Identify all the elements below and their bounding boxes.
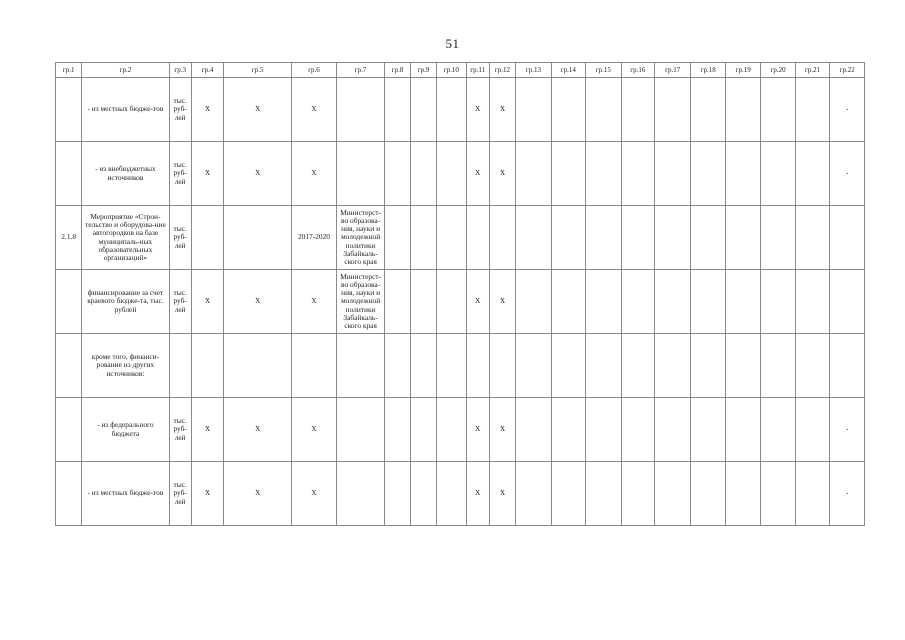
table-row: [56, 78, 865, 142]
column-header: гр.4: [191, 63, 223, 78]
empty-cell: [761, 334, 795, 398]
cell-gr4: X: [191, 78, 223, 142]
empty-cell: [551, 78, 585, 142]
cell-gr11: X: [466, 270, 489, 334]
cell-gr11: X: [466, 142, 489, 206]
cell-gr6: X: [292, 398, 337, 462]
column-header: гр.14: [551, 63, 585, 78]
page-number: 51: [445, 36, 460, 51]
empty-cell: [691, 270, 725, 334]
empty-cell: [410, 398, 436, 462]
cell-number: [56, 398, 82, 462]
empty-cell: [516, 334, 551, 398]
empty-cell: [655, 78, 691, 142]
column-header: гр.18: [691, 63, 725, 78]
cell-gr11: [466, 334, 489, 398]
column-header: гр.10: [437, 63, 466, 78]
cell-gr22: -: [830, 462, 865, 526]
empty-cell: [691, 142, 725, 206]
empty-cell: [655, 270, 691, 334]
cell-gr22: [830, 334, 865, 398]
cell-gr5: X: [224, 398, 292, 462]
empty-cell: [410, 334, 436, 398]
cell-gr5: X: [224, 462, 292, 526]
empty-cell: [385, 462, 410, 526]
cell-gr7: [336, 142, 385, 206]
empty-cell: [586, 398, 621, 462]
empty-cell: [795, 398, 829, 462]
empty-cell: [551, 398, 585, 462]
cell-gr22: [830, 270, 865, 334]
cell-gr5: [224, 334, 292, 398]
empty-cell: [795, 334, 829, 398]
cell-gr5: X: [224, 142, 292, 206]
table-row: [56, 398, 865, 462]
empty-cell: [761, 78, 795, 142]
column-header: гр.6: [292, 63, 337, 78]
cell-gr4: X: [191, 398, 223, 462]
column-header: гр.3: [169, 63, 191, 78]
empty-cell: [795, 270, 829, 334]
empty-cell: [516, 78, 551, 142]
cell-gr7: [336, 462, 385, 526]
empty-cell: [691, 78, 725, 142]
cell-gr11: [466, 206, 489, 270]
table-row: [56, 206, 865, 270]
cell-number: [56, 334, 82, 398]
cell-gr6: X: [292, 78, 337, 142]
empty-cell: [586, 334, 621, 398]
empty-cell: [761, 270, 795, 334]
column-header: гр.5: [224, 63, 292, 78]
column-header: гр.22: [830, 63, 865, 78]
cell-gr5: X: [224, 78, 292, 142]
column-header: гр.15: [586, 63, 621, 78]
empty-cell: [385, 78, 410, 142]
column-header: гр.2: [82, 63, 169, 78]
table-row: [56, 142, 865, 206]
empty-cell: [691, 398, 725, 462]
column-header: гр.1: [56, 63, 82, 78]
cell-number: 2.1.8: [56, 206, 82, 270]
program-table: [55, 62, 865, 526]
cell-unit: тыс. руб-лей: [169, 78, 191, 142]
empty-cell: [586, 206, 621, 270]
cell-gr12: [489, 206, 515, 270]
empty-cell: [385, 334, 410, 398]
empty-cell: [516, 398, 551, 462]
cell-name: - из местных бюдже-тов: [82, 78, 169, 142]
empty-cell: [655, 334, 691, 398]
empty-cell: [410, 206, 436, 270]
empty-cell: [621, 398, 654, 462]
column-header: гр.16: [621, 63, 654, 78]
column-header: гр.17: [655, 63, 691, 78]
cell-number: [56, 462, 82, 526]
empty-cell: [725, 78, 760, 142]
cell-gr7: Министерст-во образова-ния, науки и молодежной политики Забайкаль-ского края: [336, 206, 385, 270]
table-row: [56, 334, 865, 398]
empty-cell: [551, 462, 585, 526]
table-row: [56, 270, 865, 334]
column-header: гр.20: [761, 63, 795, 78]
empty-cell: [795, 462, 829, 526]
empty-cell: [725, 270, 760, 334]
empty-cell: [551, 334, 585, 398]
empty-cell: [437, 78, 466, 142]
cell-gr12: X: [489, 398, 515, 462]
empty-cell: [437, 334, 466, 398]
empty-cell: [691, 334, 725, 398]
cell-gr22: -: [830, 398, 865, 462]
empty-cell: [551, 142, 585, 206]
empty-cell: [795, 78, 829, 142]
cell-gr6: [292, 334, 337, 398]
empty-cell: [761, 462, 795, 526]
empty-cell: [761, 206, 795, 270]
empty-cell: [725, 142, 760, 206]
empty-cell: [621, 270, 654, 334]
cell-gr5: [224, 206, 292, 270]
empty-cell: [621, 206, 654, 270]
empty-cell: [691, 462, 725, 526]
empty-cell: [437, 142, 466, 206]
header-row: [56, 63, 865, 78]
empty-cell: [761, 398, 795, 462]
empty-cell: [437, 462, 466, 526]
cell-name: - из внебюджетных источников: [82, 142, 169, 206]
cell-gr6: 2017-2020: [292, 206, 337, 270]
column-header: гр.21: [795, 63, 829, 78]
empty-cell: [385, 206, 410, 270]
cell-gr6: X: [292, 142, 337, 206]
cell-number: [56, 78, 82, 142]
empty-cell: [586, 462, 621, 526]
cell-gr22: -: [830, 78, 865, 142]
column-header: гр.12: [489, 63, 515, 78]
empty-cell: [795, 142, 829, 206]
cell-unit: [169, 334, 191, 398]
cell-gr6: X: [292, 462, 337, 526]
column-header: гр.13: [516, 63, 551, 78]
empty-cell: [437, 270, 466, 334]
cell-gr22: -: [830, 142, 865, 206]
cell-gr11: X: [466, 78, 489, 142]
cell-gr12: X: [489, 462, 515, 526]
table-row: [56, 462, 865, 526]
cell-gr12: [489, 334, 515, 398]
cell-gr11: X: [466, 462, 489, 526]
empty-cell: [795, 206, 829, 270]
cell-gr4: X: [191, 142, 223, 206]
empty-cell: [725, 206, 760, 270]
empty-cell: [437, 206, 466, 270]
empty-cell: [691, 206, 725, 270]
empty-cell: [551, 206, 585, 270]
empty-cell: [437, 398, 466, 462]
empty-cell: [725, 334, 760, 398]
empty-cell: [655, 462, 691, 526]
cell-name: кроме того, финанси-рование из других источников:: [82, 334, 169, 398]
cell-gr12: X: [489, 142, 515, 206]
cell-gr4: [191, 334, 223, 398]
column-header: гр.7: [336, 63, 385, 78]
cell-gr4: X: [191, 462, 223, 526]
cell-gr12: X: [489, 78, 515, 142]
empty-cell: [725, 398, 760, 462]
empty-cell: [725, 462, 760, 526]
cell-unit: тыс. руб-лей: [169, 206, 191, 270]
empty-cell: [410, 270, 436, 334]
empty-cell: [586, 142, 621, 206]
cell-gr11: X: [466, 398, 489, 462]
cell-gr7: [336, 334, 385, 398]
cell-name: финансирование за счет краевого бюдже-та, тыс. рублей: [82, 270, 169, 334]
cell-gr7: [336, 78, 385, 142]
empty-cell: [385, 398, 410, 462]
empty-cell: [586, 78, 621, 142]
cell-gr7: Министерст-во образова-ния, науки и молодежной политики Забайкаль-ского края: [336, 270, 385, 334]
cell-name: Мероприятие «Строи-тельство и оборудова-ние автогородков на базе муниципаль-ных образовательных организаций»: [82, 206, 169, 270]
empty-cell: [516, 206, 551, 270]
cell-unit: тыс. руб-лей: [169, 142, 191, 206]
cell-number: [56, 270, 82, 334]
cell-unit: тыс. руб-лей: [169, 462, 191, 526]
empty-cell: [410, 462, 436, 526]
empty-cell: [516, 462, 551, 526]
empty-cell: [586, 270, 621, 334]
cell-gr22: [830, 206, 865, 270]
empty-cell: [385, 142, 410, 206]
empty-cell: [385, 270, 410, 334]
column-header: гр.19: [725, 63, 760, 78]
empty-cell: [621, 78, 654, 142]
cell-gr4: X: [191, 270, 223, 334]
column-header: гр.9: [410, 63, 436, 78]
cell-gr12: X: [489, 270, 515, 334]
column-header: гр.11: [466, 63, 489, 78]
cell-unit: тыс. руб-лей: [169, 270, 191, 334]
cell-gr6: X: [292, 270, 337, 334]
cell-name: - из местных бюдже-тов: [82, 462, 169, 526]
empty-cell: [516, 142, 551, 206]
cell-gr4: [191, 206, 223, 270]
empty-cell: [655, 206, 691, 270]
empty-cell: [551, 270, 585, 334]
empty-cell: [621, 142, 654, 206]
cell-gr5: X: [224, 270, 292, 334]
empty-cell: [410, 78, 436, 142]
empty-cell: [761, 142, 795, 206]
cell-name: - из федерального бюджета: [82, 398, 169, 462]
column-header: гр.8: [385, 63, 410, 78]
empty-cell: [516, 270, 551, 334]
cell-unit: тыс. руб-лей: [169, 398, 191, 462]
empty-cell: [621, 334, 654, 398]
empty-cell: [621, 462, 654, 526]
empty-cell: [655, 398, 691, 462]
empty-cell: [655, 142, 691, 206]
cell-gr7: [336, 398, 385, 462]
cell-number: [56, 142, 82, 206]
empty-cell: [410, 142, 436, 206]
